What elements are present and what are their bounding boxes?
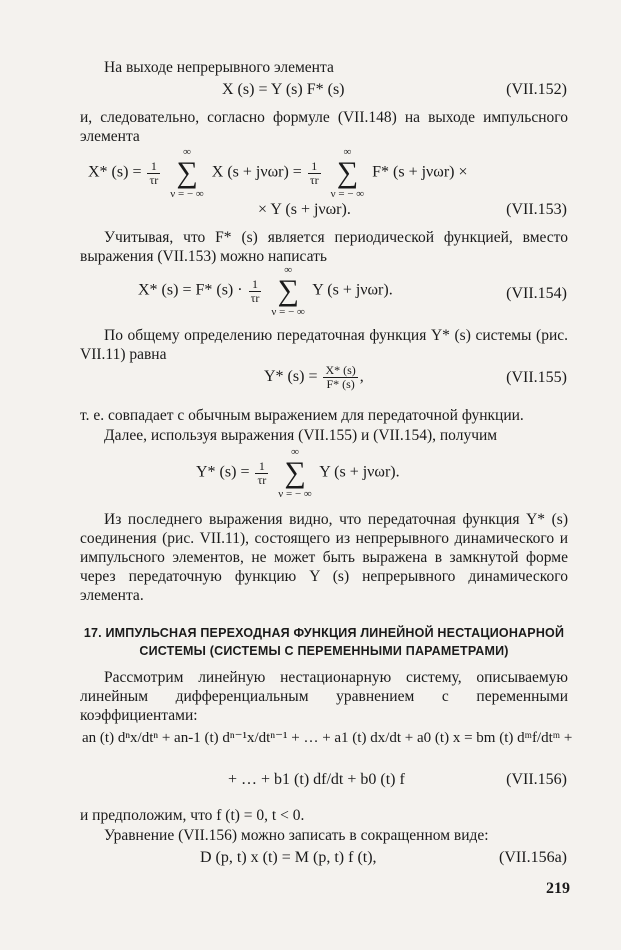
equation-153-line-2: × Y (s + jνωr). [258, 201, 351, 218]
equation-153-number: (VII.153) [506, 201, 567, 218]
eq154-sum: ∞ ∑ ν = − ∞ [271, 264, 305, 318]
eq-unnum-term: Y (s + jνωr). [319, 463, 400, 481]
eq153-frac-2: $\frac{1}{\tau r}$ [309, 158, 319, 187]
paragraph-3: Учитывая, что F* (s) является периодической функцией, вместо выражения (VII.153) можно написать [80, 229, 568, 265]
page-number: 219 [546, 880, 570, 897]
eq154-frac: $\frac{1}{\tau r}$ [250, 276, 260, 305]
eq155-tail: , [359, 368, 364, 386]
eq-unnum-lhs: Y* (s) = [196, 463, 250, 481]
equation-156-line-1: an (t) dⁿx/dtⁿ + an-1 (t) dⁿ⁻¹x/dtⁿ⁻¹ + … + a1 (t) dx/dt + a0 (t) x = bm (t) dᵐf/dtᵐ + [82, 730, 573, 746]
eq153-frac: $\frac{1}{\tau r}$ [149, 158, 159, 187]
paragraph-2: и, следовательно, согласно формуле (VII.148) на выходе импульсного элемента [80, 109, 568, 145]
equation-156-line-2: + … + b1 (t) df/dt + b0 (t) f [228, 771, 405, 788]
eq153-term-2: F* (s + jνωr) × [372, 163, 468, 181]
eq154-lhs: X* (s) = F* (s) · [138, 281, 243, 299]
eq153-sum-2: ∞ ∑ ν = − ∞ [330, 146, 365, 200]
eq153-term-1: X (s + jνωr) = [211, 163, 302, 181]
eq155-frac: $\frac{X* (s)}{F* (s)}$ [325, 363, 356, 391]
equation-156a: D (p, t) x (t) = M (p, t) f (t), [200, 849, 377, 866]
eq153-lhs: X* (s) = [88, 163, 142, 181]
eq-unnum-sum: ∞ ∑ ν = − ∞ [278, 446, 312, 500]
equation-156-number: (VII.156) [506, 771, 567, 788]
paragraph-9: и предположим, что f (t) = 0, t < 0. [80, 807, 305, 824]
paragraph-4: По общему определению передаточная функция Y* (s) системы (рис. VII.11) равна [80, 327, 568, 363]
equation-153 [88, 146, 468, 200]
equation-unnumbered [196, 446, 400, 500]
paragraph-6: Далее, используя выражения (VII.155) и (VII.154), получим [104, 427, 498, 444]
paragraph-7: Из последнего выражения видно, что передаточная функция Y* (s) соединения (рис. VII.11), состоящего из непрерывного динамического и импульсного элементов, не может быть выражена в замкнутой форме через передаточную функцию Y (s) непрерывного динамического элемента. [80, 511, 568, 604]
eq154-term: Y (s + jνωr). [312, 281, 393, 299]
eq-unnum-frac: $\frac{1}{\tau r}$ [257, 458, 267, 487]
eq155-lhs: Y* (s) = [264, 368, 318, 386]
paragraph-1: На выходе непрерывного элемента [104, 59, 334, 76]
section-heading: 17. ИМПУЛЬСНАЯ ПЕРЕХОДНАЯ ФУНКЦИЯ ЛИНЕЙНОЙ НЕСТАЦИОНАРНОЙ СИСТЕМЫ (СИСТЕМЫ С ПЕРЕМЕННЫМИ ПАРАМЕТРАМИ) [83, 626, 565, 658]
equation-155 [264, 364, 364, 391]
equation-156a-number: (VII.156а) [499, 849, 567, 866]
equation-155-number: (VII.155) [506, 369, 567, 386]
equation-152: X (s) = Y (s) F* (s) [222, 81, 345, 98]
equation-152-number: (VII.152) [506, 81, 567, 98]
equation-154-number: (VII.154) [506, 285, 567, 302]
paragraph-10: Уравнение (VII.156) можно записать в сокращенном виде: [104, 827, 489, 844]
equation-154 [138, 264, 393, 318]
paragraph-8: Рассмотрим линейную нестационарную систему, описываемую линейным дифференциальным уравнением с переменными коэффициентами: [80, 669, 568, 724]
eq153-sum-1: ∞ ∑ ν = − ∞ [170, 146, 204, 200]
paragraph-5: т. е. совпадает с обычным выражением для передаточной функции. [80, 407, 524, 424]
